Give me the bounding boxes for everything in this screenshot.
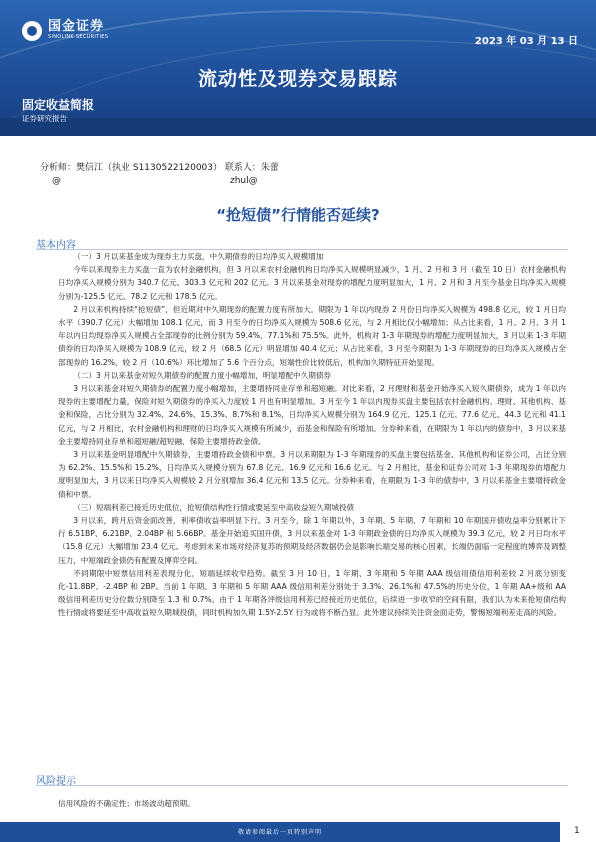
contact-email: zhul@ [230,176,258,186]
section-heading-basic: 基本内容 [36,240,76,251]
paragraph: 2 月以来机构持续“抢短债”，但近期对中久期现券的配置力度有所加大。期限为 1 年以内现券 2 月份日均净买入规模为 498.8 亿元，较 1 月日均水平（390.7 亿元）大幅增加 108.1 亿元，而 3 月至今的日均净买入规模为 508.6 亿元，与 2 月相比仅小幅增加；从占比来看，1 月、2 月、3 月 1 年以内日均现券净买入规模占全部现券的比例分别为 59.4%、77.1%和 75.5%。此外，机构对 1-3 年期现券的增配力度明显加大，3 月以来 1-3 年期债券的日均净买入规模为 108.9 亿元，较 2 月（68.5 亿元）明显增加 40.4 亿元；从占比来看，3 月至今期限为 1-3 年期现券的日均净买入规模占全部现券的 16.2%，较 2 月（10.6%）环比增加了 5.6 个百分点，短端性价比较低后，机构加久期特征开始显现。 [58,304,566,367]
report-title: “抢短债”行情能否延续? [216,206,380,224]
paragraph: 3 月以来基金对短久期债券的配置力度小幅增加，主要增持同业存单和超短融。对比来看，2 月理财和基金开始净买入短久期债券，成为 1 年以内现券的主要增配力量，保险对短久期债券的净买入力度较 1 月也有明显增加。3 月至今 1 年以内现券买盘主要包括农村金融机构、理财、其他机构、基金和保险，占比分别为 32.4%、24.6%、15.3%、8.7%和 8.1%，日均净买入规模分别为 164.9 亿元、125.1 亿元、77.6 亿元、44.3 亿元和 41.1 亿元，与 2 月相比，农村金融机构和理财的日均净买入规模有所减少，而基金和保险有所增加。分券种来看，在期限为 1 年以内的债券中，3 月以来基金主要增持同业存单和超短融/超短融，保险主要增持政金债。 [58,384,566,446]
section-divider [36,785,568,786]
report-section: 固定收益简报 [22,98,95,112]
analyst-line: 分析师：樊信江（执业 S1130522120003） 联系人：朱蕾 [40,163,279,173]
report-type: 证券研究报告 [22,114,67,123]
logo-name-cn: 国金证券 [48,19,105,34]
risk-text: 信用风险的不确定性；市场波动超预期。 [58,799,195,808]
paragraph: （二）3 月以来基金对短久期债券的配置力度小幅增加，明显增配中久期债券 [73,370,332,380]
paragraph: （一）3 月以来基金成为现券主力买盘，中久期债券的日均净买入规模增加 [73,252,324,261]
logo-name-en: SINOLINK SECURITIES [48,34,109,40]
analyst-email: @ [52,176,61,186]
logo-circle-icon [22,21,42,41]
page-number: 1 [574,826,580,836]
paragraph: 3 月以来，跨月后资金面改善，利率债收益率明显下行。3 月至今，除 1 年期以外，3 年期、5 年期、7 年期和 10 年期国开债收益率分别累计下行 6.51BP、6.21BP、2.04BP 和 5.66BP。基金开始追买国开债，3 月以来基金对 1-3 年期政金债的日均净买入规模为 39.3 亿元，较 2 月日均水平（15.8 亿元）大幅增加 23.4 亿元。考虑到未来市场对经济复苏的预期及经济数据仍会是影响长端交易的核心因素，长端仍面临一定程度的博弈及调整压力，中短端政金债仍有配置及博弈空间。 [58,516,566,565]
report-date: 2023 年 03 月 13 日 [474,36,578,47]
main-title: 流动性及现券交易跟踪 [197,68,398,90]
paragraph: 3 月以来基金明显增配中久期债券，主要增持政金债和中票。3 月以来期限为 1-3 年期现券的买盘主要包括基金、其他机构和证券公司，占比分别为 62.2%、15.5%和 15.2%，日均净买入规模分别为 67.8 亿元、16.9 亿元和 16.6 亿元。与 2 月相比，基金和证券公司对 1-3 年期现券的增配力度明显加大，3 月以来日均净买入规模较 2 月分别增加 36.4 亿元和 13.5 亿元。分券种来看，在期限为 1-3 年的债券中，3 月以来基金主要增持政金债和中票。 [58,450,566,499]
paragraph: 不同期限中短票信用利差表现分化，短端延续收窄趋势。截至 3 月 10 日，1 年期、3 年期和 5 年期 AAA 级信用债信用利差较 2 月底分别变化-11.8BP、-2.4BP 和 2BP。当前 1 年期、3 年期和 5 年期 AAA 级信用利差分别处于 3.3%、26.1%和 47.5%的历史分位，1 年期 AA+级和 AA 级信用利差历史分位数分别降至 1.3 和 0.7%。由于 1 年期各评级信用利差已经接近历史低位，后续进一步收窄的空间有限，我们认为未来抢短债结构性行情或将要延至中高收益短久期城投债，同时机构加久期 1.5Y-2.5Y 行为或将不断凸显。此外建议持续关注资金面走势，警惕短端利差走高的风险。 [58,568,566,618]
footer-disclaimer: 敬请参阅最后一页特别声明 [237,829,322,836]
paragraph: 今年以来现券主力买盘一直为农村金融机构，但 3 月以来农村金融机构日均净买入规模明显减少，1 月、2 月和 3 月（截至 10 日）农村金融机构日均净买入规模分别为 340.7 亿元、303.3 亿元和 202 亿元。3 月以来基金对现券的增配力度明显加大，1 月、2 月和 3 月至今基金日均净买入规模分别为-125.5 亿元、78.2 亿元和 178.5 亿元。 [58,265,566,301]
section-heading-risk: 风险提示 [36,776,76,787]
analyst-info [40,162,279,188]
body-text [58,250,566,620]
company-logo [22,20,108,41]
banner-band [0,118,596,136]
paragraph: （三）短端利差已接近历史低位，抢短债结构性行情或要延至中高收益短久期城投债 [73,502,355,512]
